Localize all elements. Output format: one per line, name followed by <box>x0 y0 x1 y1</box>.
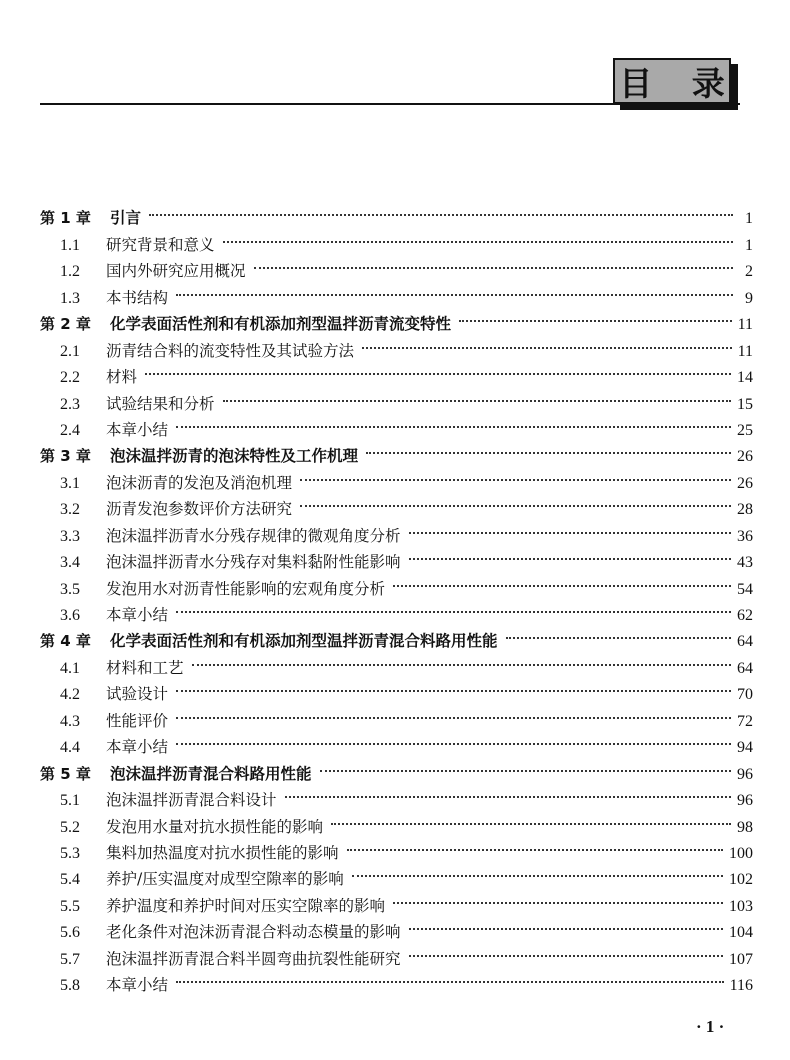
toc-entry-title: 泡沫温拌沥青混合料设计 <box>106 791 277 810</box>
toc-entry-title: 试验结果和分析 <box>106 394 215 413</box>
toc-dot-leader <box>409 514 731 540</box>
toc-entry-page: 107 <box>729 950 753 968</box>
toc-entry-number: 第 3 章 <box>40 447 91 466</box>
toc-entry-page: 1 <box>745 210 753 228</box>
toc-dot-leader <box>192 646 731 672</box>
toc-dot-leader <box>393 567 731 593</box>
toc-entry-title: 本章小结 <box>106 606 169 624</box>
toc-dot-leader <box>506 620 731 646</box>
toc-entry-title: 发泡用水量对抗水损性能的影响 <box>106 817 324 836</box>
toc-entry-number: 5.8 <box>60 977 80 995</box>
toc-dot-leader <box>254 250 733 276</box>
toc-entry-number: 1.1 <box>60 236 80 254</box>
toc-entry-page: 54 <box>737 580 753 598</box>
toc-dot-leader <box>352 858 723 884</box>
toc-entry-number: 第 2 章 <box>40 315 91 334</box>
toc-entry-page: 25 <box>737 421 753 439</box>
toc-entry-number: 3.6 <box>60 607 80 624</box>
toc-entry-number: 5.7 <box>60 950 80 968</box>
toc-entry-title: 化学表面活性剂和有机添加剂型温拌沥青混合料路用性能 <box>110 632 498 651</box>
toc-entry-page: 43 <box>737 554 753 572</box>
footer-page-number: · 1 · <box>696 1017 725 1036</box>
toc-entry-number: 5.3 <box>60 844 80 862</box>
toc-entry-title: 本书结构 <box>106 288 169 307</box>
toc-dot-leader <box>176 594 731 620</box>
toc-entry-page: 26 <box>737 474 753 492</box>
toc-entry-page: 14 <box>737 369 753 387</box>
toc-entry-number: 2.3 <box>60 395 80 413</box>
toc-entry-title: 材料和工艺 <box>106 658 184 677</box>
toc-chapter-entry[interactable] <box>40 197 753 228</box>
toc-entry-title: 化学表面活性剂和有机添加剂型温拌沥青流变特性 <box>110 315 452 334</box>
toc-entry-title: 试验设计 <box>106 685 169 704</box>
toc-entry-number: 3.4 <box>60 554 80 572</box>
toc-dot-leader <box>145 356 731 382</box>
toc-entry-title: 发泡用水对沥青性能影响的宏观角度分析 <box>106 579 386 598</box>
toc-entry-number: 3.1 <box>60 474 80 492</box>
toc-entry-page: 102 <box>729 871 753 889</box>
toc-dot-leader <box>393 884 723 910</box>
toc-entry-page: 96 <box>737 765 753 783</box>
toc-entry-page: 94 <box>737 739 753 757</box>
toc-entry-number: 2.2 <box>60 369 80 387</box>
toc-dot-leader <box>176 276 733 302</box>
toc-dot-leader <box>176 409 731 435</box>
toc-entry-title: 国内外研究应用概况 <box>106 262 246 281</box>
toc-entry-title: 本章小结 <box>106 976 169 995</box>
toc-dot-leader <box>409 937 723 963</box>
toc-entry-number: 4.1 <box>60 659 80 677</box>
toc-entry-page: 103 <box>729 897 753 915</box>
toc-entry-title: 沥青结合料的流变特性及其试验方法 <box>106 341 355 360</box>
toc-dot-leader <box>149 197 733 223</box>
toc-entry-title: 泡沫沥青的发泡及消泡机理 <box>106 473 293 492</box>
toc-entry-number: 5.5 <box>60 897 80 915</box>
toc-entry-title: 引言 <box>110 209 142 228</box>
toc-entry-title: 养护/压实温度对成型空隙率的影响 <box>106 870 344 889</box>
toc-entry-page: 116 <box>729 977 753 995</box>
toc-entry-title: 老化条件对泡沫沥青混合料动态模量的影响 <box>106 923 401 942</box>
toc-entry-page: 36 <box>737 527 753 545</box>
toc-entry-number: 5.1 <box>60 792 80 810</box>
toc-entry-page: 1 <box>745 236 753 254</box>
toc-dot-leader <box>409 911 723 937</box>
toc-entry-title: 养护温度和养护时间对压实空隙率的影响 <box>106 896 386 915</box>
toc-entry-title: 性能评价 <box>106 711 169 730</box>
toc-entry-title: 研究背景和意义 <box>106 235 215 254</box>
toc-entry-page: 28 <box>737 501 753 519</box>
toc-entry-number: 5.4 <box>60 871 80 889</box>
toc-dot-leader <box>362 329 732 355</box>
toc-dot-leader <box>176 699 731 725</box>
table-of-contents <box>40 197 753 995</box>
toc-entry-page: 11 <box>737 316 753 334</box>
toc-dot-leader <box>300 488 731 514</box>
toc-entry-title: 本章小结 <box>106 738 169 757</box>
toc-section-entry[interactable] <box>40 382 753 413</box>
toc-entry-page: 72 <box>737 712 753 730</box>
toc-entry-title: 材料 <box>106 368 138 387</box>
toc-dot-leader <box>223 382 731 408</box>
toc-entry-page: 98 <box>737 818 753 836</box>
toc-entry-number: 2.1 <box>60 342 80 360</box>
toc-dot-leader <box>176 673 731 699</box>
toc-dot-leader <box>176 726 731 752</box>
toc-entry-number: 4.2 <box>60 686 80 704</box>
toc-entry-number: 第 5 章 <box>40 764 91 783</box>
toc-entry-number: 第 1 章 <box>40 209 91 228</box>
toc-entry-page: 26 <box>737 448 753 466</box>
toc-entry-page: 62 <box>737 607 753 624</box>
toc-entry-title: 沥青发泡参数评价方法研究 <box>106 500 293 519</box>
toc-entry-number: 3.3 <box>60 527 80 545</box>
toc-entry-title: 泡沫温拌沥青混合料路用性能 <box>110 764 312 783</box>
toc-entry-page: 9 <box>745 289 753 307</box>
toc-section-entry[interactable] <box>40 356 753 387</box>
toc-entry-page: 104 <box>729 924 753 942</box>
toc-entry-title: 泡沫温拌沥青混合料半圆弯曲抗裂性能研究 <box>106 949 401 968</box>
toc-dot-leader <box>320 752 731 778</box>
toc-entry-page: 11 <box>737 342 753 360</box>
toc-entry-number: 4.4 <box>60 739 80 757</box>
toc-entry-page: 100 <box>729 844 753 862</box>
toc-dot-leader <box>366 435 731 461</box>
toc-entry-number: 2.4 <box>60 421 80 439</box>
toc-entry-number: 4.3 <box>60 712 80 730</box>
toc-entry-number: 第 4 章 <box>40 632 91 651</box>
toc-entry-title: 泡沫温拌沥青水分残存对集料黏附性能影响 <box>106 553 401 572</box>
toc-dot-leader <box>459 303 732 329</box>
toc-entry-number: 3.2 <box>60 501 80 519</box>
toc-entry-number: 5.2 <box>60 818 80 836</box>
toc-entry-page: 15 <box>737 395 753 413</box>
toc-entry-number: 1.3 <box>60 289 80 307</box>
toc-entry-number: 1.2 <box>60 263 80 281</box>
toc-entry-title: 集料加热温度对抗水损性能的影响 <box>106 843 339 862</box>
toc-dot-leader <box>409 541 731 567</box>
toc-dot-leader <box>331 805 731 831</box>
toc-title: 目 录 <box>619 63 739 103</box>
toc-entry-title: 泡沫温拌沥青水分残存规律的微观角度分析 <box>106 526 401 545</box>
toc-entry-title: 泡沫温拌沥青的泡沫特性及工作机理 <box>110 447 359 466</box>
toc-section-entry[interactable] <box>40 223 753 254</box>
toc-entry-page: 70 <box>737 686 753 704</box>
toc-entry-number: 5.6 <box>60 924 80 942</box>
toc-entry-page: 96 <box>737 792 753 810</box>
toc-dot-leader <box>176 964 724 990</box>
toc-entry-title: 本章小结 <box>106 420 169 439</box>
toc-dot-leader <box>347 832 723 858</box>
toc-entry-page: 64 <box>737 659 753 677</box>
toc-entry-number: 3.5 <box>60 580 80 598</box>
toc-entry-page: 64 <box>737 633 753 651</box>
toc-dot-leader <box>223 223 733 249</box>
toc-entry-page: 2 <box>745 263 753 281</box>
toc-title-box <box>613 58 739 104</box>
toc-dot-leader <box>300 461 731 487</box>
toc-dot-leader <box>285 779 731 805</box>
